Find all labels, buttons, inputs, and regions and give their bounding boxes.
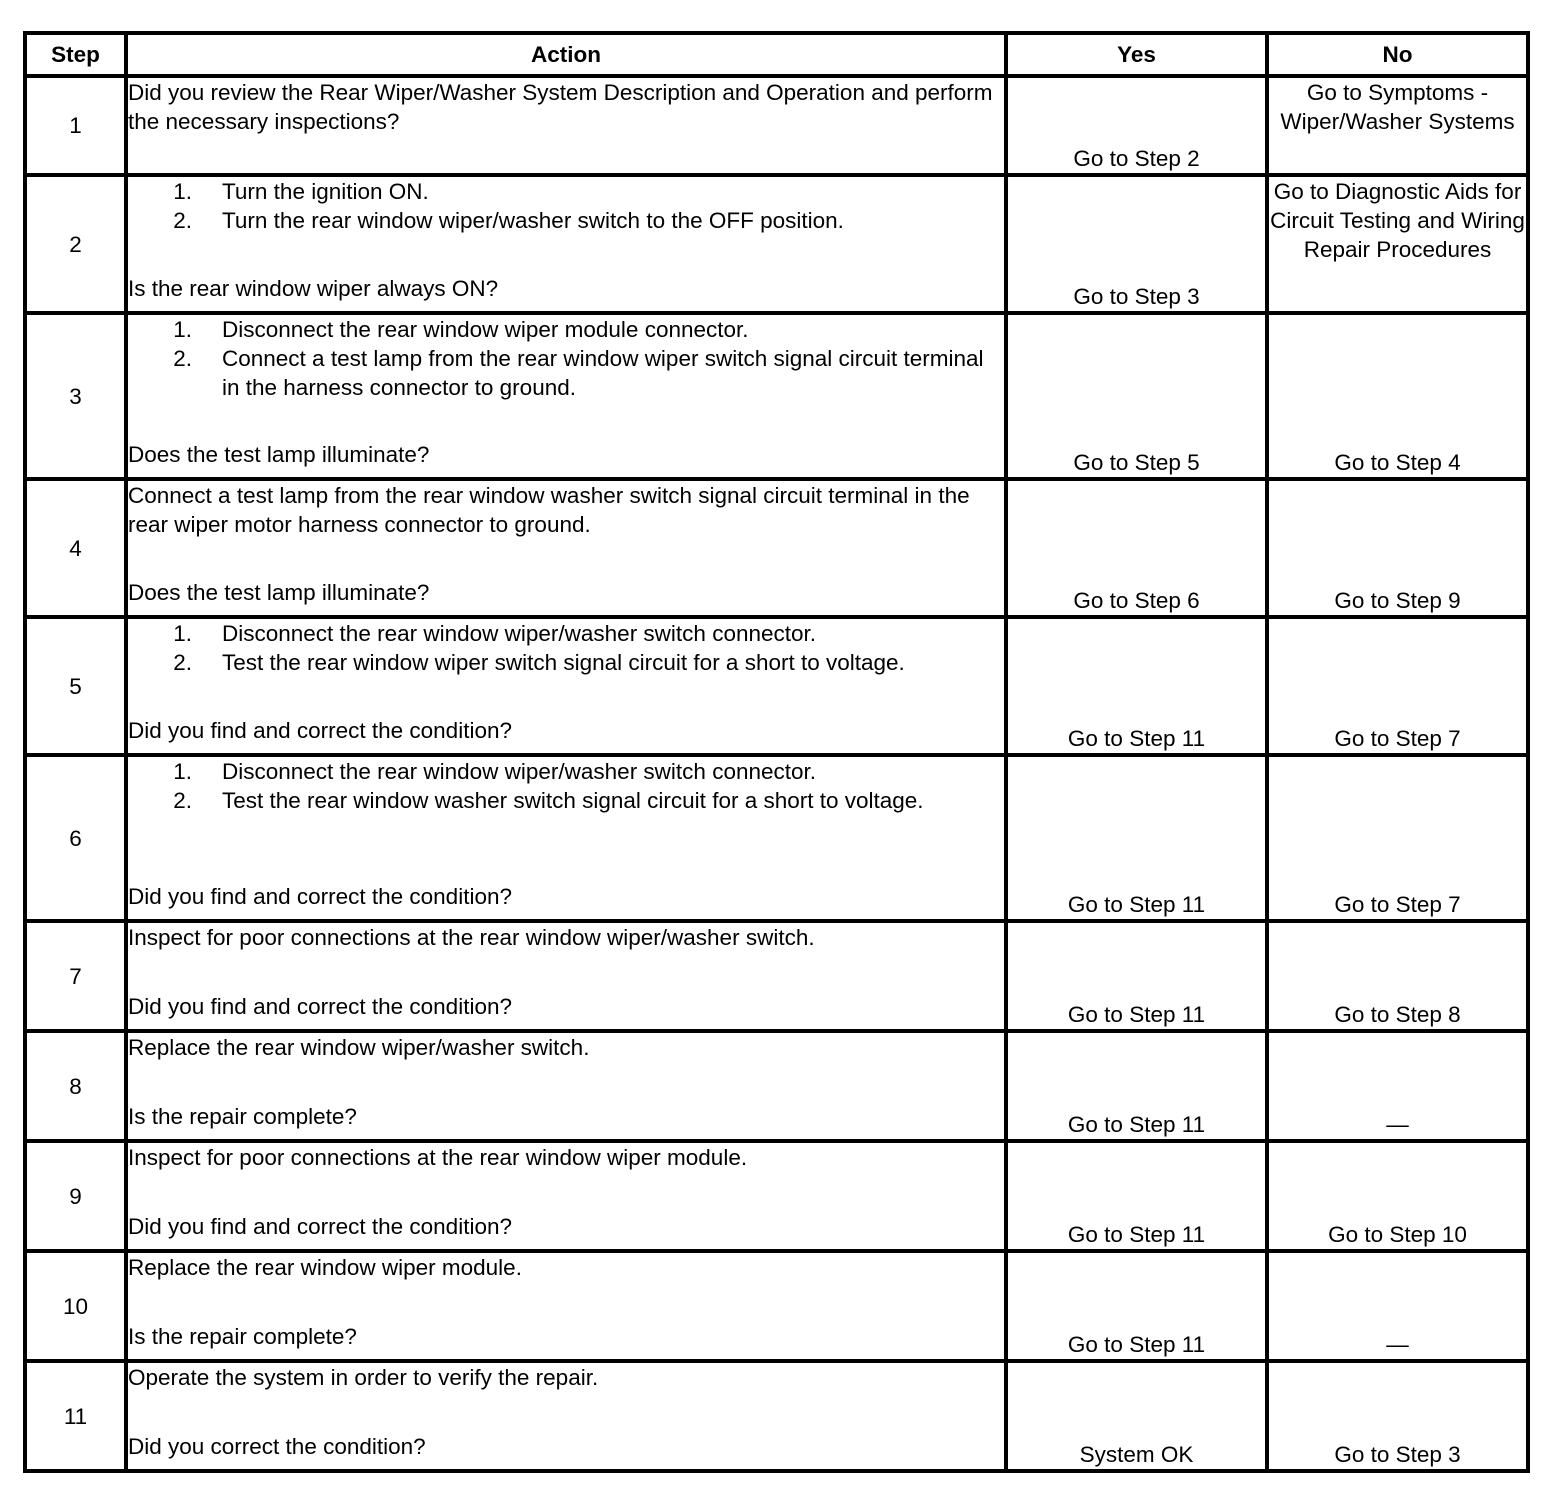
action-question: Is the rear window wiper always ON?: [128, 276, 499, 301]
action-question: Does the test lamp illuminate?: [128, 442, 430, 467]
header-row: [25, 33, 1528, 76]
action-question: Did you find and correct the condition?: [128, 1214, 512, 1239]
yes-result: Go to Step 11: [1006, 1031, 1267, 1141]
step-number: 2: [25, 175, 126, 313]
list-item: [128, 619, 1004, 648]
list-item: [128, 786, 1004, 815]
list-item: [128, 648, 1004, 677]
action-text: Replace the rear window wiper/washer switch.: [128, 1035, 590, 1060]
list-item-text: Disconnect the rear window wiper module connector.: [222, 317, 749, 342]
yes-result: Go to Step 11: [1006, 1141, 1267, 1251]
action-question: Did you find and correct the condition?: [128, 718, 512, 743]
step-number: 6: [25, 755, 126, 921]
action-text: Connect a test lamp from the rear window washer switch signal circuit terminal in the rear wiper motor harness connector to ground.: [128, 483, 970, 537]
action-steps-list: [128, 757, 1004, 815]
no-result: Go to Step 7: [1267, 617, 1528, 755]
action-cell: [126, 1251, 1006, 1361]
step-number: 10: [25, 1251, 126, 1361]
list-item-number: 2.: [173, 788, 192, 813]
table-row: [25, 175, 1528, 313]
action-text: Did you review the Rear Wiper/Washer System Description and Operation and perform the necessary inspections?: [128, 80, 993, 134]
no-result: Go to Step 4: [1267, 313, 1528, 479]
list-item-number: 2.: [173, 650, 192, 675]
yes-result: Go to Step 11: [1006, 1251, 1267, 1361]
no-result: Go to Step 8: [1267, 921, 1528, 1031]
list-item-number: 2.: [173, 208, 192, 233]
list-item-number: 1.: [173, 621, 192, 646]
action-text: Inspect for poor connections at the rear window wiper module.: [128, 1145, 748, 1170]
step-number: 9: [25, 1141, 126, 1251]
step-number: 11: [25, 1361, 126, 1471]
no-result: —: [1267, 1031, 1528, 1141]
list-item: [128, 177, 1004, 206]
action-steps-list: [128, 619, 1004, 677]
list-item: [128, 315, 1004, 344]
no-result: Go to Step 3: [1267, 1361, 1528, 1471]
action-cell: [126, 617, 1006, 755]
table-row: [25, 1251, 1528, 1361]
yes-result: Go to Step 11: [1006, 755, 1267, 921]
list-item-text: Test the rear window wiper switch signal circuit for a short to voltage.: [222, 650, 905, 675]
list-item-text: Disconnect the rear window wiper/washer switch connector.: [222, 759, 817, 784]
step-number: 7: [25, 921, 126, 1031]
no-result: —: [1267, 1251, 1528, 1361]
action-steps-list: [128, 177, 1004, 235]
yes-result: Go to Step 3: [1006, 175, 1267, 313]
action-question: Is the repair complete?: [128, 1104, 357, 1129]
table-row: [25, 617, 1528, 755]
action-text: Operate the system in order to verify the repair.: [128, 1365, 599, 1390]
header-step: Step: [25, 33, 126, 76]
yes-result: Go to Step 6: [1006, 479, 1267, 617]
table-row: [25, 313, 1528, 479]
no-result: Go to Step 7: [1267, 755, 1528, 921]
list-item-text: Turn the ignition ON.: [222, 179, 429, 204]
action-question: Did you correct the condition?: [128, 1434, 426, 1459]
table-body: [25, 76, 1528, 1471]
step-number: 5: [25, 617, 126, 755]
header-yes: Yes: [1006, 33, 1267, 76]
action-question: Did you find and correct the condition?: [128, 884, 512, 909]
list-item-text: Connect a test lamp from the rear window wiper switch signal circuit terminal in the harness connector to ground.: [222, 346, 984, 400]
table-row: [25, 1361, 1528, 1471]
table-row: [25, 76, 1528, 175]
action-cell: [126, 76, 1006, 175]
list-item-text: Test the rear window washer switch signal circuit for a short to voltage.: [222, 788, 924, 813]
action-cell: [126, 1141, 1006, 1251]
table-row: [25, 755, 1528, 921]
header-no: No: [1267, 33, 1528, 76]
action-cell: [126, 175, 1006, 313]
no-result: Go to Symptoms - Wiper/Washer Systems: [1267, 76, 1528, 175]
table-row: [25, 479, 1528, 617]
step-number: 4: [25, 479, 126, 617]
list-item: [128, 206, 1004, 235]
action-cell: [126, 313, 1006, 479]
yes-result: Go to Step 11: [1006, 617, 1267, 755]
no-result: Go to Step 9: [1267, 479, 1528, 617]
no-result: Go to Diagnostic Aids for Circuit Testing and Wiring Repair Procedures: [1267, 175, 1528, 313]
action-question: Did you find and correct the condition?: [128, 994, 512, 1019]
yes-result: Go to Step 11: [1006, 921, 1267, 1031]
action-cell: [126, 921, 1006, 1031]
action-cell: [126, 1361, 1006, 1471]
table-row: [25, 921, 1528, 1031]
action-question: Does the test lamp illuminate?: [128, 580, 430, 605]
list-item-number: 1.: [173, 179, 192, 204]
step-number: 8: [25, 1031, 126, 1141]
action-text: Replace the rear window wiper module.: [128, 1255, 522, 1280]
list-item-number: 1.: [173, 759, 192, 784]
table-row: [25, 1141, 1528, 1251]
step-number: 3: [25, 313, 126, 479]
list-item-text: Turn the rear window wiper/washer switch to the OFF position.: [222, 208, 844, 233]
diagnostic-table: [23, 31, 1530, 1473]
action-cell: [126, 1031, 1006, 1141]
list-item-text: Disconnect the rear window wiper/washer switch connector.: [222, 621, 817, 646]
action-cell: [126, 479, 1006, 617]
list-item: [128, 344, 1004, 402]
list-item-number: 2.: [173, 346, 192, 371]
action-cell: [126, 755, 1006, 921]
list-item: [128, 757, 1004, 786]
action-question: Is the repair complete?: [128, 1324, 357, 1349]
no-result: Go to Step 10: [1267, 1141, 1528, 1251]
yes-result: System OK: [1006, 1361, 1267, 1471]
table-row: [25, 1031, 1528, 1141]
list-item-number: 1.: [173, 317, 192, 342]
yes-result: Go to Step 2: [1006, 76, 1267, 175]
action-steps-list: [128, 315, 1004, 402]
yes-result: Go to Step 5: [1006, 313, 1267, 479]
header-action: Action: [126, 33, 1006, 76]
action-text: Inspect for poor connections at the rear window wiper/washer switch.: [128, 925, 815, 950]
step-number: 1: [25, 76, 126, 175]
